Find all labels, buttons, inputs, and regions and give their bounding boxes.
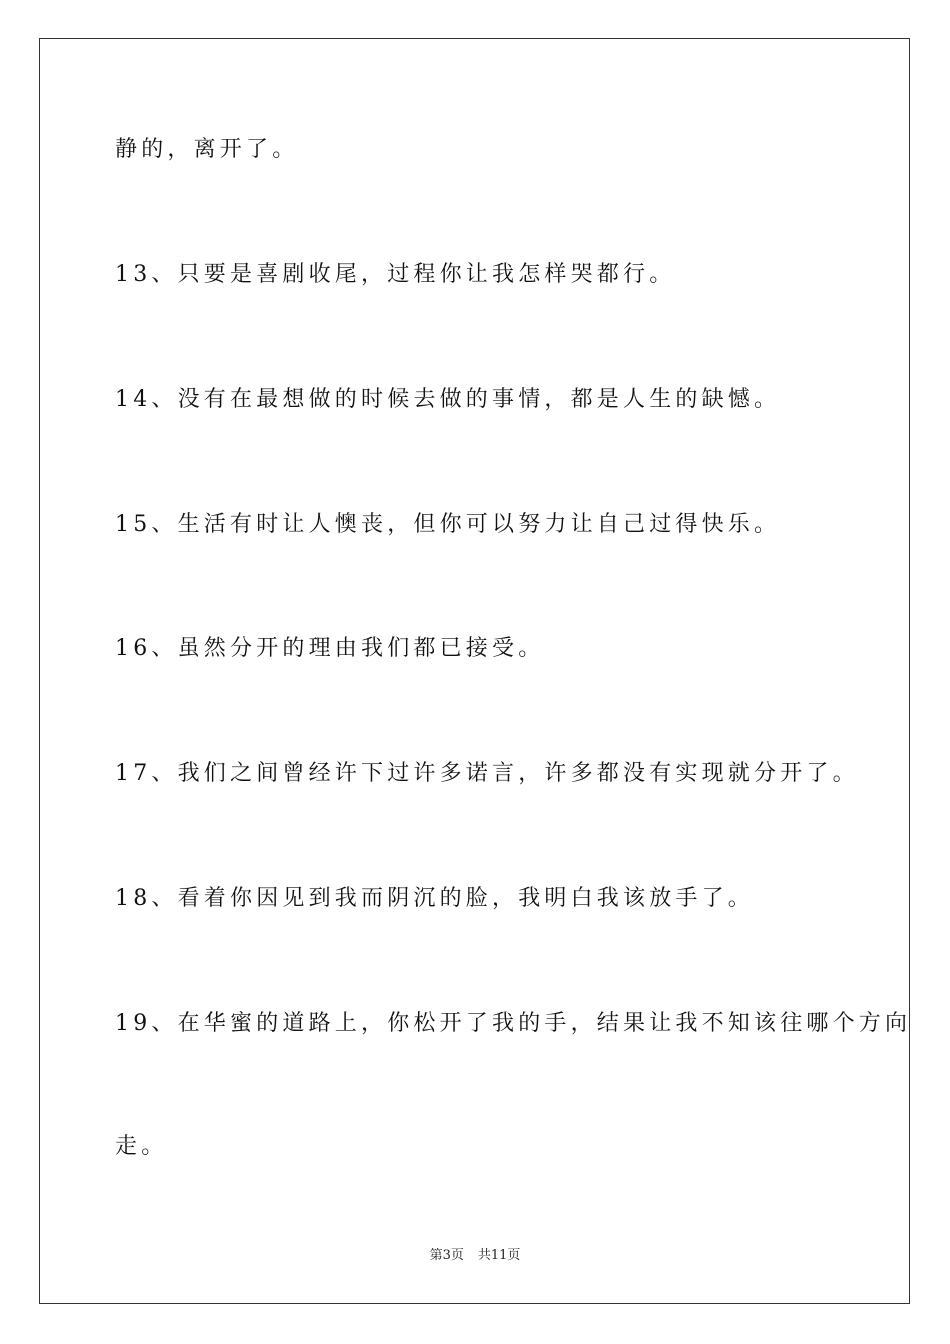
text-line: 15、生活有时让人懊丧，但你可以努力让自己过得快乐。 xyxy=(115,512,781,537)
page-border xyxy=(39,38,910,1304)
text-line: 16、虽然分开的理由我们都已接受。 xyxy=(115,636,545,661)
page-footer xyxy=(0,1247,950,1265)
page-total: 共11页 xyxy=(477,1248,521,1263)
page-number: 第3页 xyxy=(429,1248,464,1263)
text-line: 18、看着你因见到我而阴沉的脸，我明白我该放手了。 xyxy=(115,886,754,911)
text-line: 19、在华蜜的道路上，你松开了我的手，结果让我不知该往哪个方向 xyxy=(115,1011,912,1036)
text-line: 静的，离开了。 xyxy=(115,137,299,162)
text-line: 13、只要是喜剧收尾，过程你让我怎样哭都行。 xyxy=(115,262,676,287)
text-line: 14、没有在最想做的时候去做的事情，都是人生的缺憾。 xyxy=(115,387,781,412)
text-line: 17、我们之间曾经许下过许多诺言，许多都没有实现就分开了。 xyxy=(115,761,859,786)
text-line: 走。 xyxy=(115,1134,168,1159)
